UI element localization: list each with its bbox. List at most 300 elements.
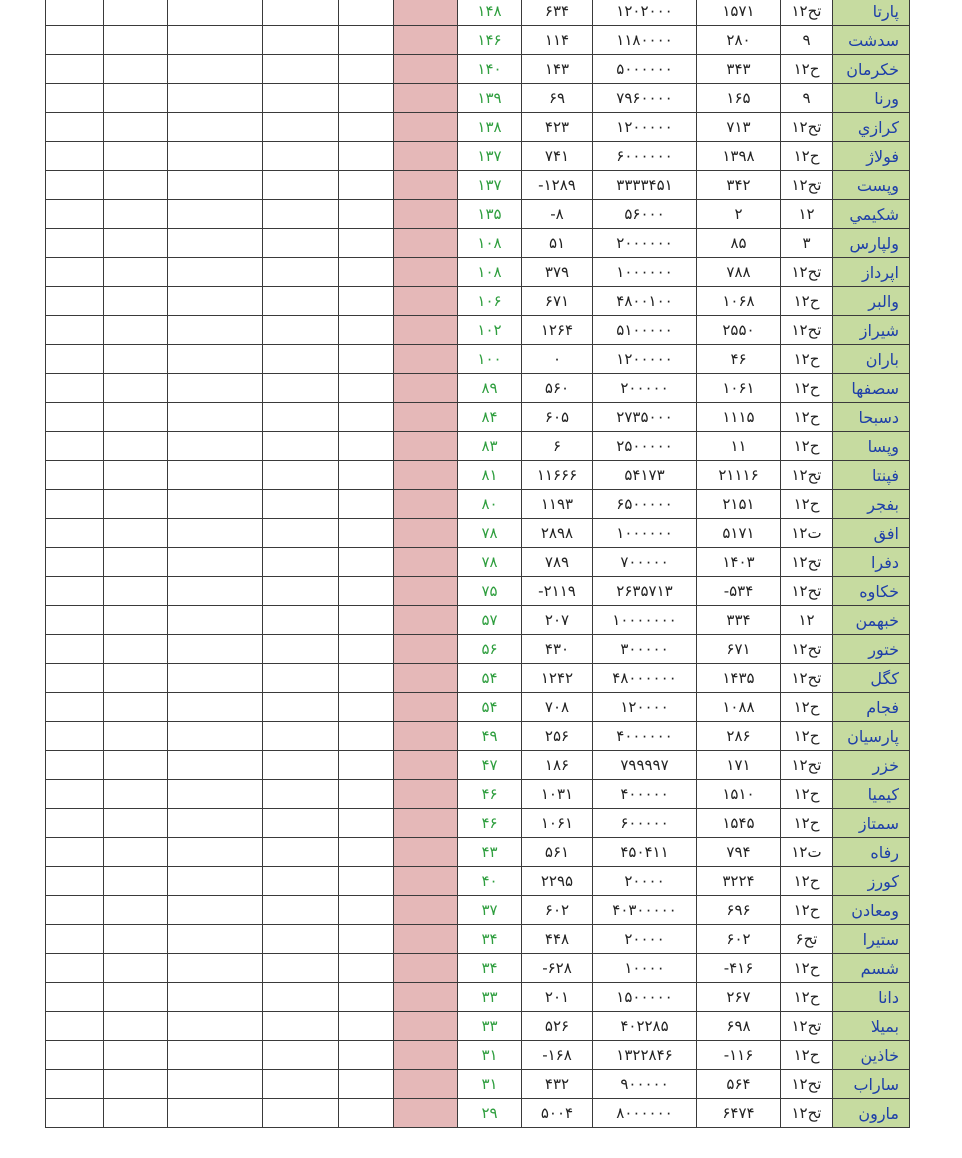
value-cell-2[interactable]: ۴۸۰۰۱۰۰ bbox=[593, 287, 697, 316]
empty-cell[interactable] bbox=[263, 1070, 339, 1099]
value-cell-2[interactable]: ۶۰۰۰۰۰ bbox=[593, 809, 697, 838]
empty-cell[interactable] bbox=[104, 635, 168, 664]
empty-cell[interactable] bbox=[168, 171, 263, 200]
value-cell-2[interactable]: ۲۰۰۰۰۰۰ bbox=[593, 229, 697, 258]
empty-cell[interactable] bbox=[104, 490, 168, 519]
empty-cell[interactable] bbox=[168, 374, 263, 403]
empty-cell[interactable] bbox=[168, 0, 263, 26]
value-cell-1[interactable]: ۲۵۵۰ bbox=[697, 316, 781, 345]
value-cell-1[interactable]: ۷۹۴ bbox=[697, 838, 781, 867]
value-cell-3[interactable]: ۱۰۶۱ bbox=[522, 809, 593, 838]
empty-cell[interactable] bbox=[46, 1070, 104, 1099]
symbol-cell[interactable]: دسبحا bbox=[833, 403, 910, 432]
empty-cell[interactable] bbox=[168, 954, 263, 983]
period-cell[interactable]: ۱۲تح bbox=[781, 548, 833, 577]
value-cell-2[interactable]: ۵۶۰۰۰ bbox=[593, 200, 697, 229]
highlight-cell[interactable] bbox=[394, 635, 458, 664]
value-cell-3[interactable]: ۶۳۴ bbox=[522, 0, 593, 26]
empty-cell[interactable] bbox=[104, 55, 168, 84]
empty-cell[interactable] bbox=[104, 316, 168, 345]
empty-cell[interactable] bbox=[46, 635, 104, 664]
score-cell[interactable]: ۴۶ bbox=[458, 780, 522, 809]
empty-cell[interactable] bbox=[46, 142, 104, 171]
value-cell-2[interactable]: ۲۶۳۵۷۱۳ bbox=[593, 577, 697, 606]
value-cell-2[interactable]: ۱۲۰۰۰۰۰ bbox=[593, 345, 697, 374]
value-cell-3[interactable]: ۶۹ bbox=[522, 84, 593, 113]
score-cell[interactable]: ۱۰۰ bbox=[458, 345, 522, 374]
score-cell[interactable]: ۳۴ bbox=[458, 925, 522, 954]
highlight-cell[interactable] bbox=[394, 171, 458, 200]
empty-cell[interactable] bbox=[46, 258, 104, 287]
period-cell[interactable]: ۱۲تح bbox=[781, 577, 833, 606]
value-cell-3[interactable]: ۱۲۶۴ bbox=[522, 316, 593, 345]
empty-cell[interactable] bbox=[104, 838, 168, 867]
empty-cell[interactable] bbox=[104, 606, 168, 635]
empty-cell[interactable] bbox=[104, 287, 168, 316]
value-cell-1[interactable]: ۱۰۶۸ bbox=[697, 287, 781, 316]
highlight-cell[interactable] bbox=[394, 809, 458, 838]
empty-cell[interactable] bbox=[46, 1012, 104, 1041]
value-cell-2[interactable]: ۲۰۰۰۰ bbox=[593, 867, 697, 896]
symbol-cell[interactable]: شكيمي bbox=[833, 200, 910, 229]
empty-cell[interactable] bbox=[339, 809, 394, 838]
highlight-cell[interactable] bbox=[394, 403, 458, 432]
score-cell[interactable]: ۳۳ bbox=[458, 1012, 522, 1041]
empty-cell[interactable] bbox=[263, 403, 339, 432]
empty-cell[interactable] bbox=[104, 722, 168, 751]
highlight-cell[interactable] bbox=[394, 867, 458, 896]
empty-cell[interactable] bbox=[263, 113, 339, 142]
empty-cell[interactable] bbox=[168, 722, 263, 751]
period-cell[interactable]: ۱۲ح bbox=[781, 780, 833, 809]
score-cell[interactable]: ۴۹ bbox=[458, 722, 522, 751]
value-cell-1[interactable]: ۱۰۶۱ bbox=[697, 374, 781, 403]
empty-cell[interactable] bbox=[46, 606, 104, 635]
empty-cell[interactable] bbox=[168, 200, 263, 229]
score-cell[interactable]: ۴۰ bbox=[458, 867, 522, 896]
empty-cell[interactable] bbox=[104, 200, 168, 229]
value-cell-1[interactable]: ۱۴۰۳ bbox=[697, 548, 781, 577]
score-cell[interactable]: ۵۷ bbox=[458, 606, 522, 635]
empty-cell[interactable] bbox=[339, 896, 394, 925]
score-cell[interactable]: ۱۳۷ bbox=[458, 142, 522, 171]
empty-cell[interactable] bbox=[339, 1070, 394, 1099]
empty-cell[interactable] bbox=[168, 55, 263, 84]
value-cell-1[interactable]: ۱۵۷۱ bbox=[697, 0, 781, 26]
empty-cell[interactable] bbox=[339, 345, 394, 374]
value-cell-3[interactable]: ۱۰۳۱ bbox=[522, 780, 593, 809]
empty-cell[interactable] bbox=[104, 432, 168, 461]
empty-cell[interactable] bbox=[46, 84, 104, 113]
score-cell[interactable]: ۳۷ bbox=[458, 896, 522, 925]
highlight-cell[interactable] bbox=[394, 113, 458, 142]
highlight-cell[interactable] bbox=[394, 0, 458, 26]
empty-cell[interactable] bbox=[104, 1041, 168, 1070]
empty-cell[interactable] bbox=[104, 577, 168, 606]
empty-cell[interactable] bbox=[104, 258, 168, 287]
empty-cell[interactable] bbox=[168, 113, 263, 142]
empty-cell[interactable] bbox=[46, 403, 104, 432]
empty-cell[interactable] bbox=[263, 519, 339, 548]
symbol-cell[interactable]: كگل bbox=[833, 664, 910, 693]
value-cell-2[interactable]: ۱۲۰۰۰۰ bbox=[593, 693, 697, 722]
empty-cell[interactable] bbox=[168, 809, 263, 838]
value-cell-2[interactable]: ۵۰۰۰۰۰۰ bbox=[593, 55, 697, 84]
symbol-cell[interactable]: كرازي bbox=[833, 113, 910, 142]
highlight-cell[interactable] bbox=[394, 1070, 458, 1099]
value-cell-3[interactable]: ۲۸۹۸ bbox=[522, 519, 593, 548]
empty-cell[interactable] bbox=[263, 606, 339, 635]
empty-cell[interactable] bbox=[168, 1041, 263, 1070]
value-cell-1[interactable]: -۵۳۴ bbox=[697, 577, 781, 606]
empty-cell[interactable] bbox=[263, 1099, 339, 1128]
period-cell[interactable]: ۱۲ح bbox=[781, 722, 833, 751]
symbol-cell[interactable]: سدشت bbox=[833, 26, 910, 55]
empty-cell[interactable] bbox=[46, 26, 104, 55]
value-cell-2[interactable]: ۱۰۰۰۰۰۰ bbox=[593, 519, 697, 548]
score-cell[interactable]: ۱۰۸ bbox=[458, 258, 522, 287]
value-cell-2[interactable]: ۳۰۰۰۰۰ bbox=[593, 635, 697, 664]
value-cell-2[interactable]: ۱۱۸۰۰۰۰ bbox=[593, 26, 697, 55]
empty-cell[interactable] bbox=[46, 316, 104, 345]
highlight-cell[interactable] bbox=[394, 577, 458, 606]
value-cell-2[interactable]: ۶۰۰۰۰۰۰ bbox=[593, 142, 697, 171]
empty-cell[interactable] bbox=[339, 780, 394, 809]
empty-cell[interactable] bbox=[46, 867, 104, 896]
empty-cell[interactable] bbox=[168, 432, 263, 461]
period-cell[interactable]: ۱۲تح bbox=[781, 1070, 833, 1099]
symbol-cell[interactable]: رفاه bbox=[833, 838, 910, 867]
empty-cell[interactable] bbox=[46, 1099, 104, 1128]
empty-cell[interactable] bbox=[263, 84, 339, 113]
empty-cell[interactable] bbox=[104, 519, 168, 548]
empty-cell[interactable] bbox=[168, 925, 263, 954]
value-cell-1[interactable]: ۲۱۱۱۶ bbox=[697, 461, 781, 490]
empty-cell[interactable] bbox=[46, 287, 104, 316]
empty-cell[interactable] bbox=[46, 780, 104, 809]
empty-cell[interactable] bbox=[168, 577, 263, 606]
period-cell[interactable]: ۱۲ت bbox=[781, 838, 833, 867]
value-cell-1[interactable]: ۴۶ bbox=[697, 345, 781, 374]
period-cell[interactable]: ۱۲ح bbox=[781, 55, 833, 84]
empty-cell[interactable] bbox=[46, 896, 104, 925]
highlight-cell[interactable] bbox=[394, 1012, 458, 1041]
empty-cell[interactable] bbox=[263, 1012, 339, 1041]
period-cell[interactable]: ۱۲تح bbox=[781, 171, 833, 200]
value-cell-3[interactable]: ۴۳۲ bbox=[522, 1070, 593, 1099]
symbol-cell[interactable]: سمتاز bbox=[833, 809, 910, 838]
period-cell[interactable]: ۱۲تح bbox=[781, 635, 833, 664]
empty-cell[interactable] bbox=[339, 432, 394, 461]
value-cell-1[interactable]: ۳۳۴ bbox=[697, 606, 781, 635]
value-cell-1[interactable]: ۱۱ bbox=[697, 432, 781, 461]
empty-cell[interactable] bbox=[104, 867, 168, 896]
empty-cell[interactable] bbox=[46, 432, 104, 461]
empty-cell[interactable] bbox=[46, 55, 104, 84]
empty-cell[interactable] bbox=[263, 1041, 339, 1070]
empty-cell[interactable] bbox=[168, 1070, 263, 1099]
value-cell-1[interactable]: ۲۸۰ bbox=[697, 26, 781, 55]
empty-cell[interactable] bbox=[263, 171, 339, 200]
value-cell-1[interactable]: ۵۱۷۱ bbox=[697, 519, 781, 548]
highlight-cell[interactable] bbox=[394, 838, 458, 867]
value-cell-1[interactable]: ۲۸۶ bbox=[697, 722, 781, 751]
empty-cell[interactable] bbox=[168, 258, 263, 287]
empty-cell[interactable] bbox=[339, 548, 394, 577]
value-cell-3[interactable]: ۵۶۰ bbox=[522, 374, 593, 403]
highlight-cell[interactable] bbox=[394, 55, 458, 84]
empty-cell[interactable] bbox=[104, 1099, 168, 1128]
highlight-cell[interactable] bbox=[394, 345, 458, 374]
symbol-cell[interactable]: بفجر bbox=[833, 490, 910, 519]
empty-cell[interactable] bbox=[46, 838, 104, 867]
empty-cell[interactable] bbox=[168, 316, 263, 345]
highlight-cell[interactable] bbox=[394, 664, 458, 693]
empty-cell[interactable] bbox=[263, 838, 339, 867]
highlight-cell[interactable] bbox=[394, 287, 458, 316]
empty-cell[interactable] bbox=[104, 229, 168, 258]
empty-cell[interactable] bbox=[46, 983, 104, 1012]
value-cell-3[interactable]: ۱۸۶ bbox=[522, 751, 593, 780]
empty-cell[interactable] bbox=[339, 577, 394, 606]
empty-cell[interactable] bbox=[263, 258, 339, 287]
empty-cell[interactable] bbox=[339, 403, 394, 432]
empty-cell[interactable] bbox=[168, 606, 263, 635]
score-cell[interactable]: ۴۷ bbox=[458, 751, 522, 780]
empty-cell[interactable] bbox=[263, 693, 339, 722]
value-cell-1[interactable]: ۷۸۸ bbox=[697, 258, 781, 287]
period-cell[interactable]: ۱۲ح bbox=[781, 1041, 833, 1070]
empty-cell[interactable] bbox=[104, 84, 168, 113]
empty-cell[interactable] bbox=[46, 461, 104, 490]
value-cell-2[interactable]: ۷۹۶۰۰۰۰ bbox=[593, 84, 697, 113]
empty-cell[interactable] bbox=[46, 519, 104, 548]
period-cell[interactable]: ۱۲ح bbox=[781, 403, 833, 432]
empty-cell[interactable] bbox=[168, 26, 263, 55]
empty-cell[interactable] bbox=[263, 461, 339, 490]
empty-cell[interactable] bbox=[339, 693, 394, 722]
empty-cell[interactable] bbox=[263, 345, 339, 374]
value-cell-1[interactable]: ۶۰۲ bbox=[697, 925, 781, 954]
empty-cell[interactable] bbox=[339, 925, 394, 954]
value-cell-1[interactable]: ۱۷۱ bbox=[697, 751, 781, 780]
score-cell[interactable]: ۴۳ bbox=[458, 838, 522, 867]
empty-cell[interactable] bbox=[104, 142, 168, 171]
empty-cell[interactable] bbox=[168, 1099, 263, 1128]
symbol-cell[interactable]: فپنتا bbox=[833, 461, 910, 490]
empty-cell[interactable] bbox=[263, 55, 339, 84]
empty-cell[interactable] bbox=[104, 113, 168, 142]
period-cell[interactable]: ۹ bbox=[781, 26, 833, 55]
symbol-cell[interactable]: سصفها bbox=[833, 374, 910, 403]
empty-cell[interactable] bbox=[339, 229, 394, 258]
value-cell-2[interactable]: ۴۸۰۰۰۰۰۰ bbox=[593, 664, 697, 693]
empty-cell[interactable] bbox=[263, 200, 339, 229]
value-cell-1[interactable]: ۷۱۳ bbox=[697, 113, 781, 142]
period-cell[interactable]: ۱۲تح bbox=[781, 113, 833, 142]
empty-cell[interactable] bbox=[339, 606, 394, 635]
symbol-cell[interactable]: خزر bbox=[833, 751, 910, 780]
value-cell-2[interactable]: ۲۰۰۰۰۰ bbox=[593, 374, 697, 403]
value-cell-1[interactable]: ۱۰۸۸ bbox=[697, 693, 781, 722]
symbol-cell[interactable]: ومعادن bbox=[833, 896, 910, 925]
symbol-cell[interactable]: پارتا bbox=[833, 0, 910, 26]
empty-cell[interactable] bbox=[46, 0, 104, 26]
symbol-cell[interactable]: ختور bbox=[833, 635, 910, 664]
symbol-cell[interactable]: شيراز bbox=[833, 316, 910, 345]
empty-cell[interactable] bbox=[263, 26, 339, 55]
empty-cell[interactable] bbox=[263, 954, 339, 983]
empty-cell[interactable] bbox=[339, 722, 394, 751]
period-cell[interactable]: ۱۲ح bbox=[781, 287, 833, 316]
empty-cell[interactable] bbox=[339, 200, 394, 229]
value-cell-3[interactable]: ۵۱ bbox=[522, 229, 593, 258]
period-cell[interactable]: ۶تح bbox=[781, 925, 833, 954]
empty-cell[interactable] bbox=[104, 26, 168, 55]
value-cell-3[interactable]: ۴۴۸ bbox=[522, 925, 593, 954]
value-cell-2[interactable]: ۷۰۰۰۰۰ bbox=[593, 548, 697, 577]
value-cell-3[interactable]: ۶۰۵ bbox=[522, 403, 593, 432]
score-cell[interactable]: ۸۱ bbox=[458, 461, 522, 490]
empty-cell[interactable] bbox=[339, 0, 394, 26]
symbol-cell[interactable]: كيميا bbox=[833, 780, 910, 809]
period-cell[interactable]: ۱۲تح bbox=[781, 1012, 833, 1041]
value-cell-1[interactable]: ۱۱۱۵ bbox=[697, 403, 781, 432]
symbol-cell[interactable]: فجام bbox=[833, 693, 910, 722]
empty-cell[interactable] bbox=[46, 751, 104, 780]
empty-cell[interactable] bbox=[104, 925, 168, 954]
empty-cell[interactable] bbox=[339, 1099, 394, 1128]
empty-cell[interactable] bbox=[263, 925, 339, 954]
symbol-cell[interactable]: وپسا bbox=[833, 432, 910, 461]
value-cell-2[interactable]: ۲۷۳۵۰۰۰ bbox=[593, 403, 697, 432]
highlight-cell[interactable] bbox=[394, 229, 458, 258]
value-cell-2[interactable]: ۱۰۰۰۰۰۰۰ bbox=[593, 606, 697, 635]
empty-cell[interactable] bbox=[263, 751, 339, 780]
highlight-cell[interactable] bbox=[394, 606, 458, 635]
empty-cell[interactable] bbox=[104, 983, 168, 1012]
highlight-cell[interactable] bbox=[394, 896, 458, 925]
value-cell-1[interactable]: ۸۵ bbox=[697, 229, 781, 258]
empty-cell[interactable] bbox=[263, 0, 339, 26]
highlight-cell[interactable] bbox=[394, 983, 458, 1012]
value-cell-2[interactable]: ۴۰۲۲۸۵ bbox=[593, 1012, 697, 1041]
empty-cell[interactable] bbox=[168, 838, 263, 867]
value-cell-3[interactable]: ۱۱۴ bbox=[522, 26, 593, 55]
period-cell[interactable]: ۳ bbox=[781, 229, 833, 258]
value-cell-2[interactable]: ۵۴۱۷۳ bbox=[593, 461, 697, 490]
score-cell[interactable]: ۸۹ bbox=[458, 374, 522, 403]
empty-cell[interactable] bbox=[104, 403, 168, 432]
value-cell-2[interactable]: ۵۱۰۰۰۰۰ bbox=[593, 316, 697, 345]
value-cell-2[interactable]: ۴۵۰۴۱۱ bbox=[593, 838, 697, 867]
empty-cell[interactable] bbox=[339, 867, 394, 896]
value-cell-1[interactable]: ۶۴۷۴ bbox=[697, 1099, 781, 1128]
empty-cell[interactable] bbox=[104, 461, 168, 490]
empty-cell[interactable] bbox=[46, 693, 104, 722]
value-cell-3[interactable]: ۵۰۰۴ bbox=[522, 1099, 593, 1128]
value-cell-3[interactable]: -۶۲۸ bbox=[522, 954, 593, 983]
score-cell[interactable]: ۸۳ bbox=[458, 432, 522, 461]
value-cell-1[interactable]: -۱۱۶ bbox=[697, 1041, 781, 1070]
period-cell[interactable]: ۱۲ح bbox=[781, 490, 833, 519]
value-cell-2[interactable]: ۱۳۲۲۸۴۶ bbox=[593, 1041, 697, 1070]
empty-cell[interactable] bbox=[263, 316, 339, 345]
symbol-cell[interactable]: وپست bbox=[833, 171, 910, 200]
score-cell[interactable]: ۱۳۸ bbox=[458, 113, 522, 142]
empty-cell[interactable] bbox=[46, 490, 104, 519]
empty-cell[interactable] bbox=[168, 896, 263, 925]
symbol-cell[interactable]: خبهمن bbox=[833, 606, 910, 635]
score-cell[interactable]: ۷۸ bbox=[458, 519, 522, 548]
symbol-cell[interactable]: شسم bbox=[833, 954, 910, 983]
score-cell[interactable]: ۵۴ bbox=[458, 693, 522, 722]
value-cell-2[interactable]: ۱۲۰۰۰۰۰ bbox=[593, 113, 697, 142]
period-cell[interactable]: ۱۲ح bbox=[781, 896, 833, 925]
empty-cell[interactable] bbox=[46, 374, 104, 403]
score-cell[interactable]: ۱۴۸ bbox=[458, 0, 522, 26]
empty-cell[interactable] bbox=[339, 316, 394, 345]
highlight-cell[interactable] bbox=[394, 316, 458, 345]
value-cell-1[interactable]: ۲۶۷ bbox=[697, 983, 781, 1012]
value-cell-3[interactable]: ۱۲۴۲ bbox=[522, 664, 593, 693]
value-cell-2[interactable]: ۸۰۰۰۰۰۰ bbox=[593, 1099, 697, 1128]
empty-cell[interactable] bbox=[263, 229, 339, 258]
empty-cell[interactable] bbox=[263, 809, 339, 838]
empty-cell[interactable] bbox=[339, 1041, 394, 1070]
period-cell[interactable]: ۱۲تح bbox=[781, 0, 833, 26]
score-cell[interactable]: ۱۰۶ bbox=[458, 287, 522, 316]
highlight-cell[interactable] bbox=[394, 26, 458, 55]
empty-cell[interactable] bbox=[263, 722, 339, 751]
empty-cell[interactable] bbox=[339, 26, 394, 55]
symbol-cell[interactable]: مارون bbox=[833, 1099, 910, 1128]
score-cell[interactable]: ۵۶ bbox=[458, 635, 522, 664]
symbol-cell[interactable]: كورز bbox=[833, 867, 910, 896]
value-cell-3[interactable]: ۷۰۸ bbox=[522, 693, 593, 722]
period-cell[interactable]: ۱۲تح bbox=[781, 664, 833, 693]
value-cell-1[interactable]: ۱۳۹۸ bbox=[697, 142, 781, 171]
empty-cell[interactable] bbox=[168, 519, 263, 548]
empty-cell[interactable] bbox=[339, 954, 394, 983]
empty-cell[interactable] bbox=[339, 461, 394, 490]
empty-cell[interactable] bbox=[168, 84, 263, 113]
highlight-cell[interactable] bbox=[394, 693, 458, 722]
score-cell[interactable]: ۱۳۵ bbox=[458, 200, 522, 229]
empty-cell[interactable] bbox=[168, 403, 263, 432]
period-cell[interactable]: ۱۲تح bbox=[781, 316, 833, 345]
symbol-cell[interactable]: بميلا bbox=[833, 1012, 910, 1041]
empty-cell[interactable] bbox=[104, 171, 168, 200]
empty-cell[interactable] bbox=[46, 722, 104, 751]
empty-cell[interactable] bbox=[168, 664, 263, 693]
value-cell-2[interactable]: ۱۰۰۰۰ bbox=[593, 954, 697, 983]
period-cell[interactable]: ۱۲ح bbox=[781, 374, 833, 403]
value-cell-2[interactable]: ۴۰۳۰۰۰۰۰ bbox=[593, 896, 697, 925]
empty-cell[interactable] bbox=[46, 345, 104, 374]
empty-cell[interactable] bbox=[263, 896, 339, 925]
empty-cell[interactable] bbox=[104, 548, 168, 577]
period-cell[interactable]: ۱۲ح bbox=[781, 345, 833, 374]
score-cell[interactable]: ۵۴ bbox=[458, 664, 522, 693]
score-cell[interactable]: ۱۳۹ bbox=[458, 84, 522, 113]
period-cell[interactable]: ۱۲تح bbox=[781, 751, 833, 780]
symbol-cell[interactable]: پارسيان bbox=[833, 722, 910, 751]
symbol-cell[interactable]: باران bbox=[833, 345, 910, 374]
value-cell-3[interactable]: ۴۳۰ bbox=[522, 635, 593, 664]
empty-cell[interactable] bbox=[339, 84, 394, 113]
value-cell-2[interactable]: ۱۲۰۲۰۰۰ bbox=[593, 0, 697, 26]
